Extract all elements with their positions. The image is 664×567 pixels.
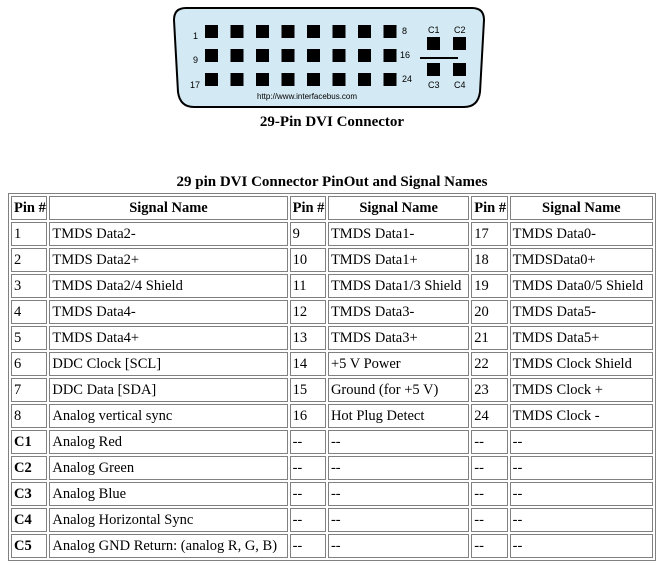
row-label-right-2: 16 <box>400 50 411 60</box>
digital-pin-square <box>307 49 320 62</box>
table-row <box>11 300 653 324</box>
digital-pin-square <box>282 49 295 62</box>
signal-name-cell: TMDS Data4- <box>49 300 287 324</box>
pin-number-cell: 16 <box>290 404 326 428</box>
pin-number-cell: 5 <box>11 326 47 350</box>
pin-number-cell: 12 <box>290 300 326 324</box>
table-row <box>11 508 653 532</box>
digital-pin-square <box>384 25 397 38</box>
pin-number-cell: -- <box>471 456 507 480</box>
pin-number-cell: -- <box>471 430 507 454</box>
signal-name-cell: TMDS Data0- <box>510 222 653 246</box>
row-label-right-3: 24 <box>402 74 413 84</box>
signal-name-cell: -- <box>328 456 469 480</box>
table-row <box>11 352 653 376</box>
digital-pin-square <box>358 25 371 38</box>
table-row <box>11 404 653 428</box>
signal-name-cell: +5 V Power <box>328 352 469 376</box>
signal-name-cell: TMDS Clock - <box>510 404 653 428</box>
digital-pin-square <box>384 49 397 62</box>
signal-name-cell: -- <box>510 430 653 454</box>
pin-number-cell: C2 <box>11 456 47 480</box>
table-header-row <box>11 196 653 220</box>
digital-pin-square <box>333 25 346 38</box>
pin-number-cell: 15 <box>290 378 326 402</box>
signal-name-cell: DDC Clock [SCL] <box>49 352 287 376</box>
table-row <box>11 326 653 350</box>
pin-number-cell: 8 <box>11 404 47 428</box>
digital-pin-square <box>256 25 269 38</box>
signal-name-cell: TMDS Clock Shield <box>510 352 653 376</box>
pin-number-cell: C1 <box>11 430 47 454</box>
digital-pin-square <box>231 25 244 38</box>
row-label-left-1: 1 <box>193 31 199 41</box>
signal-name-cell: TMDSData0+ <box>510 248 653 272</box>
pin-number-cell: 17 <box>471 222 507 246</box>
table-row <box>11 534 653 558</box>
signal-name-cell: -- <box>328 508 469 532</box>
pin-number-cell: 6 <box>11 352 47 376</box>
digital-pin-square <box>333 73 346 86</box>
analog-pin-square <box>453 63 466 76</box>
signal-name-cell: TMDS Data1+ <box>328 248 469 272</box>
digital-pin-square <box>307 25 320 38</box>
pin-number-cell: -- <box>290 430 326 454</box>
pin-number-cell: 22 <box>471 352 507 376</box>
pin-number-cell: 10 <box>290 248 326 272</box>
header-signal-2: Signal Name <box>328 196 469 220</box>
table-row <box>11 482 653 506</box>
row-label-right-1: 8 <box>402 26 408 36</box>
pin-number-cell: C3 <box>11 482 47 506</box>
digital-pin-square <box>256 49 269 62</box>
digital-pin-square <box>205 25 218 38</box>
signal-name-cell: TMDS Data4+ <box>49 326 287 350</box>
pin-number-cell: 3 <box>11 274 47 298</box>
signal-name-cell: -- <box>328 534 469 558</box>
table-row <box>11 430 653 454</box>
pin-number-cell: -- <box>471 508 507 532</box>
signal-name-cell: Analog Green <box>49 456 287 480</box>
row-label-left-3: 17 <box>190 80 201 90</box>
digital-pin-square <box>256 73 269 86</box>
table-row <box>11 222 653 246</box>
pinout-body <box>11 222 653 558</box>
pin-number-cell: -- <box>290 534 326 558</box>
digital-pin-square <box>282 73 295 86</box>
pin-number-cell: 19 <box>471 274 507 298</box>
pin-number-cell: -- <box>290 508 326 532</box>
signal-name-cell: Hot Plug Detect <box>328 404 469 428</box>
signal-name-cell: TMDS Data1/3 Shield <box>328 274 469 298</box>
analog-label-c1: C1 <box>428 25 440 35</box>
pin-number-cell: -- <box>471 482 507 506</box>
pin-number-cell: C5 <box>11 534 47 558</box>
digital-pin-square <box>358 49 371 62</box>
table-row <box>11 378 653 402</box>
header-pin-1: Pin # <box>11 196 47 220</box>
analog-pin-square <box>427 63 440 76</box>
pin-number-cell: 20 <box>471 300 507 324</box>
analog-pin-square <box>427 37 440 50</box>
digital-pin-square <box>333 49 346 62</box>
signal-name-cell: TMDS Data5- <box>510 300 653 324</box>
analog-pin-square <box>453 37 466 50</box>
pin-number-cell: 2 <box>11 248 47 272</box>
signal-name-cell: Analog Horizontal Sync <box>49 508 287 532</box>
signal-name-cell: DDC Data [SDA] <box>49 378 287 402</box>
pin-number-cell: C4 <box>11 508 47 532</box>
digital-pin-square <box>205 73 218 86</box>
pin-number-cell: 13 <box>290 326 326 350</box>
analog-label-c2: C2 <box>454 25 466 35</box>
pin-number-cell: -- <box>290 456 326 480</box>
signal-name-cell: -- <box>510 534 653 558</box>
pin-number-cell: 21 <box>471 326 507 350</box>
signal-name-cell: -- <box>510 456 653 480</box>
pin-number-cell: 23 <box>471 378 507 402</box>
signal-name-cell: TMDS Data0/5 Shield <box>510 274 653 298</box>
signal-name-cell: -- <box>328 482 469 506</box>
signal-name-cell: TMDS Clock + <box>510 378 653 402</box>
pin-number-cell: 18 <box>471 248 507 272</box>
signal-name-cell: TMDS Data3+ <box>328 326 469 350</box>
digital-pin-square <box>358 73 371 86</box>
digital-pin-square <box>307 73 320 86</box>
header-pin-3: Pin # <box>471 196 507 220</box>
pin-number-cell: -- <box>290 482 326 506</box>
signal-name-cell: Ground (for +5 V) <box>328 378 469 402</box>
signal-name-cell: -- <box>510 508 653 532</box>
signal-name-cell: -- <box>328 430 469 454</box>
signal-name-cell: -- <box>510 482 653 506</box>
digital-pin-square <box>205 49 218 62</box>
connector-url: http://www.interfacebus.com <box>257 92 358 101</box>
pin-number-cell: -- <box>471 534 507 558</box>
dvi-connector-diagram <box>172 6 486 110</box>
signal-name-cell: Analog Red <box>49 430 287 454</box>
digital-pin-square <box>384 73 397 86</box>
signal-name-cell: Analog Blue <box>49 482 287 506</box>
table-row <box>11 274 653 298</box>
pin-number-cell: 11 <box>290 274 326 298</box>
pin-number-cell: 4 <box>11 300 47 324</box>
signal-name-cell: TMDS Data2- <box>49 222 287 246</box>
signal-name-cell: Analog vertical sync <box>49 404 287 428</box>
signal-name-cell: TMDS Data2/4 Shield <box>49 274 287 298</box>
table-row <box>11 248 653 272</box>
signal-name-cell: TMDS Data5+ <box>510 326 653 350</box>
table-caption: 29 pin DVI Connector PinOut and Signal Names <box>176 174 488 190</box>
signal-name-cell: TMDS Data1- <box>328 222 469 246</box>
connector-caption: 29-Pin DVI Connector <box>259 114 405 130</box>
signal-name-cell: Analog GND Return: (analog R, G, B) <box>49 534 287 558</box>
signal-name-cell: TMDS Data2+ <box>49 248 287 272</box>
analog-label-c3: C3 <box>428 80 440 90</box>
pinout-table <box>8 193 656 561</box>
row-label-left-2: 9 <box>193 55 199 65</box>
pin-number-cell: 24 <box>471 404 507 428</box>
header-signal-1: Signal Name <box>49 196 287 220</box>
analog-label-c4: C4 <box>454 80 466 90</box>
pin-number-cell: 7 <box>11 378 47 402</box>
digital-pin-square <box>231 73 244 86</box>
header-pin-2: Pin # <box>290 196 326 220</box>
digital-pin-square <box>231 49 244 62</box>
pin-number-cell: 9 <box>290 222 326 246</box>
header-signal-3: Signal Name <box>510 196 653 220</box>
signal-name-cell: TMDS Data3- <box>328 300 469 324</box>
digital-pin-square <box>282 25 295 38</box>
pin-number-cell: 14 <box>290 352 326 376</box>
pin-number-cell: 1 <box>11 222 47 246</box>
table-row <box>11 456 653 480</box>
